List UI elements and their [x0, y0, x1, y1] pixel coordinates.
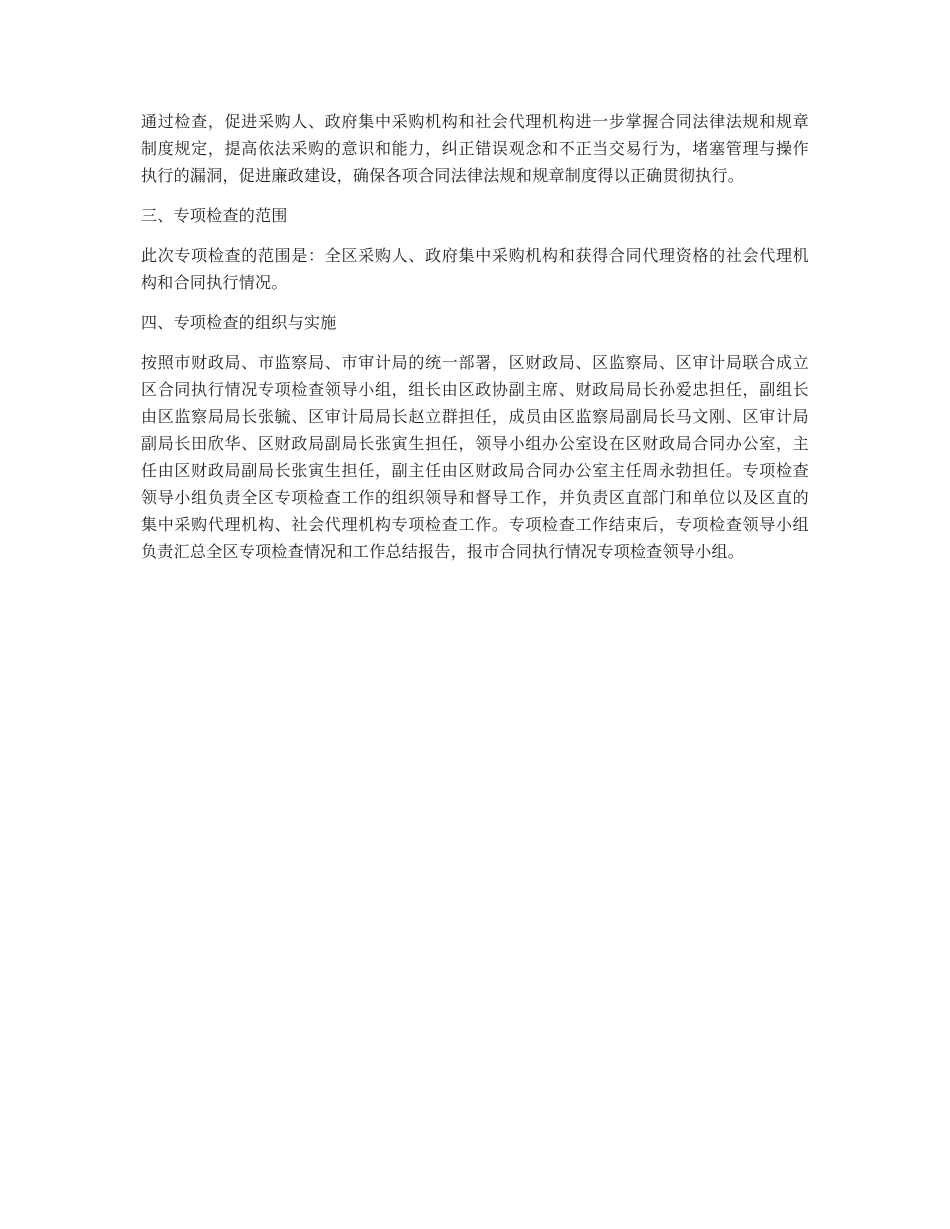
section-heading-organization: 四、专项检查的组织与实施: [141, 313, 337, 332]
organization-paragraph: 按照市财政局、市监察局、市审计局的统一部署，区财政局、区监察局、区审计局联合成立区合同执行情况专项检查领导小组，组长由区政协副主席、财政局局长孙爱忠担任，副组长由区监察局局长张毓、区审计局局长赵立群担任，成员由区监察局副局长马文刚、区审计局副局长田欣华、区财政局副局长张寅生担任，领导小组办公室设在区财政局合同办公室，主任由区财政局副局长张寅生担任，副主任由区财政局合同办公室主任周永勃担任。专项检查领导小组负责全区专项检查工作的组织领导和督导工作，并负责区直部门和单位以及区直的集中采购代理机构、社会代理机构专项检查工作。专项检查工作结束后，专项检查领导小组负责汇总全区专项检查情况和工作总结报告，报市合同执行情况专项检查领导小组。: [141, 353, 809, 561]
scope-paragraph: 此次专项检查的范围是：全区采购人、政府集中采购机构和获得合同代理资格的社会代理机构和合同执行情况。: [141, 246, 809, 292]
section-heading-scope: 三、专项检查的范围: [141, 206, 288, 225]
intro-paragraph: 通过检查，促进采购人、政府集中采购机构和社会代理机构进一步掌握合同法律法规和规章制度规定，提高依法采购的意识和能力，纠正错误观念和不正当交易行为，堵塞管理与操作执行的漏洞，促进廉政建设，确保各项合同法律法规和规章制度得以正确贯彻执行。: [141, 112, 809, 185]
document-page: [141, 108, 809, 578]
